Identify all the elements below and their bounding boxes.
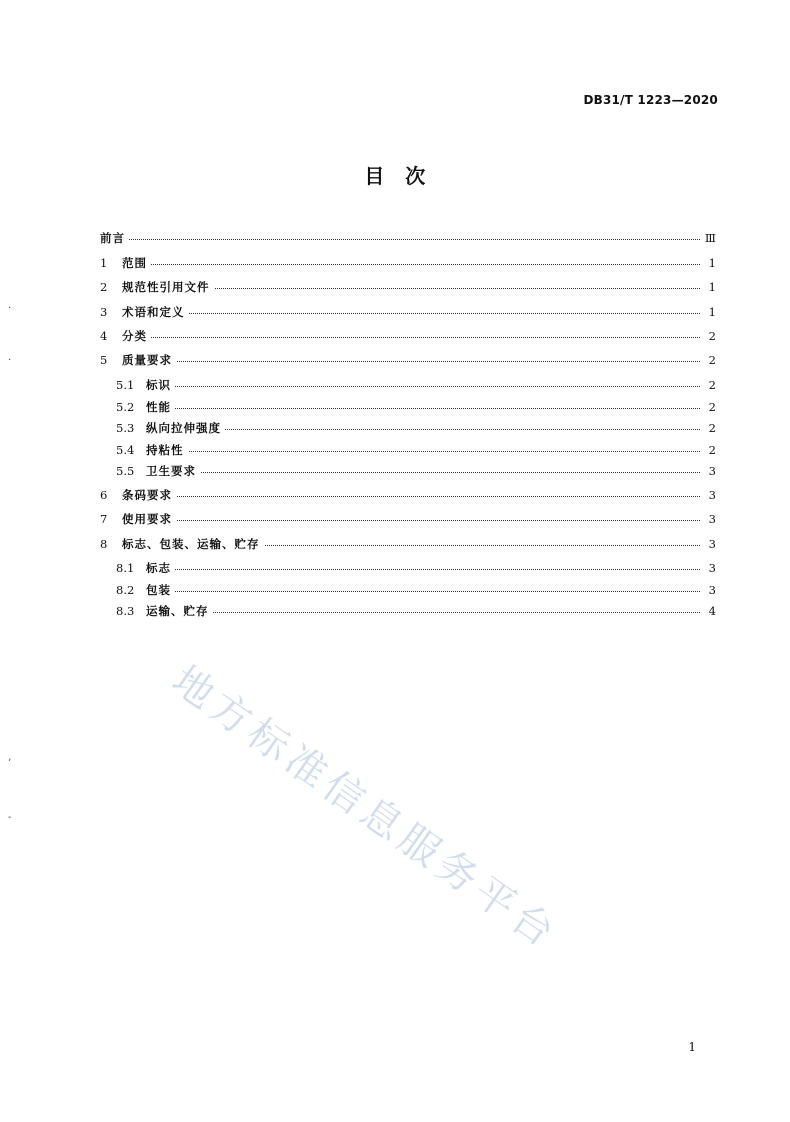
toc-entry-number: 5.5	[116, 464, 135, 478]
toc-entry-label: 运输、贮存	[146, 602, 213, 620]
toc-entry-number: 5	[100, 353, 108, 367]
toc-entry-page: 1	[708, 305, 716, 319]
dot-leader	[122, 520, 700, 521]
page-number: 1	[688, 1040, 696, 1054]
dot-leader	[146, 472, 700, 473]
toc-entry-page: Ⅲ	[704, 231, 716, 245]
toc-entry-label: 使用要求	[122, 510, 176, 528]
toc-entry-page: 2	[708, 400, 716, 414]
toc-entry[interactable]	[0, 535, 790, 553]
dot-leader	[146, 569, 700, 570]
dot-leader	[146, 451, 700, 452]
toc-entry-label: 标志、包装、运输、贮存	[122, 535, 264, 553]
toc-entry-label: 性能	[146, 398, 175, 416]
toc-entry-number: 8.2	[116, 583, 135, 597]
toc-entry[interactable]	[0, 441, 790, 459]
toc-entry-number: 1	[100, 256, 108, 270]
toc-entry-label: 持粘性	[146, 441, 188, 459]
dot-leader	[146, 386, 700, 387]
dot-leader	[122, 361, 700, 362]
toc-entry-number: 5.3	[116, 421, 135, 435]
toc-entry-page: 2	[708, 378, 716, 392]
toc-entry-label: 术语和定义	[122, 303, 189, 321]
toc-entry[interactable]	[0, 351, 790, 369]
toc-title: 目 次	[364, 164, 426, 188]
document-code: DB31/T 1223—2020	[583, 93, 718, 107]
toc-entry[interactable]	[0, 327, 790, 345]
toc-entry[interactable]	[0, 486, 790, 504]
toc-entry-label: 规范性引用文件	[122, 278, 214, 296]
toc-entry[interactable]	[0, 303, 790, 321]
toc-entry-label: 标志	[146, 559, 175, 577]
dot-leader	[122, 313, 700, 314]
toc-entry-page: 3	[708, 464, 716, 478]
toc-entry-page: 4	[708, 604, 716, 618]
toc-entry[interactable]	[0, 229, 790, 247]
toc-entry-label: 分类	[122, 327, 151, 345]
dot-leader	[146, 408, 700, 409]
toc-entry[interactable]	[0, 278, 790, 296]
toc-entry-number: 8.3	[116, 604, 135, 618]
toc-entry[interactable]	[0, 254, 790, 272]
toc-entry-page: 3	[708, 488, 716, 502]
toc-entry[interactable]	[0, 398, 790, 416]
toc-entry-page: 3	[708, 512, 716, 526]
toc-entry-label: 纵向拉伸强度	[146, 419, 225, 437]
toc-entry-page: 2	[708, 443, 716, 457]
toc-entry-page: 3	[708, 537, 716, 551]
margin-mark: ’	[8, 758, 12, 769]
toc-entry-page: 2	[708, 353, 716, 367]
toc-entry[interactable]	[0, 462, 790, 480]
toc-entry-number: 2	[100, 280, 108, 294]
toc-entry[interactable]	[0, 419, 790, 437]
toc-entry-number: 6	[100, 488, 108, 502]
toc-entry-label: 包装	[146, 581, 175, 599]
watermark: 地方标准信息服务平台	[163, 657, 567, 959]
toc-entry-label: 卫生要求	[146, 462, 200, 480]
toc-entry-number: 5.2	[116, 400, 135, 414]
margin-mark: -	[8, 812, 12, 823]
toc-entry-label: 质量要求	[122, 351, 176, 369]
dot-leader	[146, 612, 700, 613]
toc-entry-page: 1	[708, 256, 716, 270]
toc-entry-page: 2	[708, 329, 716, 343]
margin-mark: .	[8, 352, 12, 363]
toc-entry-number: 5.1	[116, 378, 135, 392]
toc-entry-number: 7	[100, 512, 108, 526]
dot-leader	[122, 337, 700, 338]
toc-entry-number: 3	[100, 305, 108, 319]
toc-entry-number: 4	[100, 329, 108, 343]
dot-leader	[100, 239, 700, 240]
toc-entry[interactable]	[0, 510, 790, 528]
toc-entry[interactable]	[0, 559, 790, 577]
dot-leader	[146, 591, 700, 592]
toc-entry[interactable]	[0, 376, 790, 394]
toc-entry-page: 1	[708, 280, 716, 294]
dot-leader	[122, 264, 700, 265]
toc-entry[interactable]	[0, 581, 790, 599]
toc-entry-page: 2	[708, 421, 716, 435]
toc-entry-label: 条码要求	[122, 486, 176, 504]
margin-mark: .	[8, 300, 12, 311]
dot-leader	[146, 429, 700, 430]
toc-entry-label: 前言	[100, 229, 129, 247]
toc-entry-number: 8	[100, 537, 108, 551]
toc-entry-page: 3	[708, 561, 716, 575]
toc-entry-page: 3	[708, 583, 716, 597]
toc-entry-label: 标识	[146, 376, 175, 394]
toc-entry-number: 5.4	[116, 443, 135, 457]
toc-entry-number: 8.1	[116, 561, 135, 575]
toc-entry-label: 范围	[122, 254, 151, 272]
dot-leader	[122, 496, 700, 497]
toc-entry[interactable]	[0, 602, 790, 620]
